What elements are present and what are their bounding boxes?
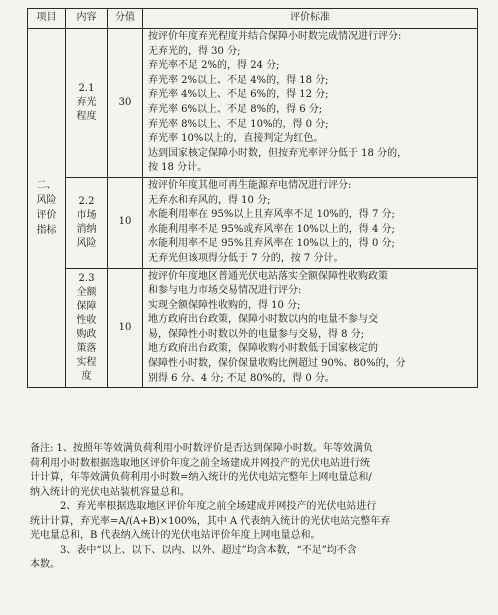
header-item: 项目 [28,9,66,29]
category-line: 二、 [36,180,57,192]
note-line: 计计算，年等效满负荷利用小时数=纳入统计的光伏电站完整年上网电量总和/ [30,472,372,483]
table-header-row [28,9,478,29]
criteria-line: 弃光率 2%以上、不足 4%的，得 18 分; [148,74,329,86]
content-cell [66,268,108,388]
content-cell [66,177,108,268]
criteria-line: 按评价年度地区普通光伏电站落实全额保障性收购政策 [148,270,388,282]
note-line: 纳入统计的光伏电站装机容量总和。 [30,486,190,498]
content-line: 度 [81,370,92,382]
content-line: 风险 [76,237,97,249]
criteria-line: 无弃光的，得 30 分; [148,45,241,57]
content-line: 程度 [76,110,97,122]
content-line: 市场 [76,209,97,221]
header-criteria: 评价标准 [143,9,478,29]
note-line: 备注: 1、按照年等效满负荷利用小时数评价是否达到保障小时数。年等效满负 [30,443,373,454]
criteria-line: 达到国家核定保障小时数，但按弃光率评分低于 18 分的， [148,147,408,159]
criteria-line: 按 18 分计。 [148,162,208,174]
content-line: 2.1 [78,82,95,94]
notes-section [30,442,476,573]
content-line: 消纳 [76,223,97,235]
content-line: 弃光 [76,96,97,108]
category-line: 评价 [36,210,57,222]
category-line: 指标 [36,225,57,237]
content-line: 策落 [76,342,97,354]
criteria-line: 弃光率不足 2%的，得 24 分; [148,60,280,72]
table-row [28,29,478,178]
header-score: 分值 [108,9,143,29]
content-line: 实程 [76,356,97,368]
note-line: 统计计算，弃光率=A/(A+B)×100%，其中 A 代表纳入统计的光伏电站完整年弃 [30,515,391,527]
criteria-line: 弃光率 6%以上、不足 8%的，得 6 分; [148,103,323,115]
content-cell [66,29,108,178]
content-line: 保障 [76,300,97,312]
criteria-line: 易，保障性小时数以外的电量参与交易，得 8 分; [148,328,365,340]
criteria-line: 别得 6 分、4 分; 不足 80%的，得 0 分。 [148,372,335,384]
criteria-line: 实现全额保障性收购的，得 10 分; [148,299,301,311]
score-cell: 10 [108,268,143,388]
table-row [28,177,478,268]
score-cell: 30 [108,29,143,178]
criteria-line: 水能利用率不足 95%或弃风率在 10%以上的，得 4 分; [148,223,395,235]
criteria-line: 地方政府出台政策，保障收购小时数低于国家核定的 [148,343,378,355]
criteria-cell [143,177,478,268]
criteria-cell [143,29,478,178]
header-content: 内容 [66,9,108,29]
criteria-cell [143,268,478,388]
content-line: 购政 [76,328,97,340]
content-line: 全额 [76,286,97,298]
criteria-line: 和参与电力市场交易情况进行评分: [148,285,302,297]
content-line: 2.3 [78,272,95,284]
evaluation-table [27,8,478,388]
score-cell: 10 [108,177,143,268]
table-row [28,268,478,388]
criteria-line: 弃光率 10%以上的，直接判定为红色。 [148,133,324,145]
criteria-line: 无弃水和弃风的，得 10 分; [148,194,271,206]
criteria-line: 水能利用率不足 95%且弃风率在 10%以上的，得 0 分; [148,238,395,250]
category-line: 风险 [36,195,57,207]
note-line: 光电量总和，B 代表纳入统计的光伏电站评价年度上网电量总和。 [30,530,321,541]
category-cell [28,29,66,388]
note-line: 本数。 [30,559,60,570]
note-line: 2、弃光率根据选取地区评价年度之前全场建成并网投产的光伏电站进行 [60,501,377,512]
criteria-line: 按评价年度其他可再生能源弃电情况进行评分: [148,179,352,191]
content-line: 2.2 [78,195,95,207]
criteria-line: 保障性小时数，保价保量收购比例超过 90%、80%的，分 [148,358,406,370]
note-line: 3、表中“以上、以下、以内、以外、超过”均含本数，“不足”均不含 [60,544,357,556]
criteria-line: 按评价年度弃光程度并结合保障小时数完成情况进行评分: [148,31,402,42]
criteria-line: 水能利用率在 95%以上且弃风率不足 10%的，得 7 分; [148,209,395,221]
content-line: 性收 [76,314,97,326]
criteria-line: 弃光率 4%以上、不足 6%的，得 12 分; [148,89,329,101]
note-line: 荷利用小时数根据选取地区评价年度之前全场建成并网投产的光伏电站进行统 [30,457,370,469]
criteria-line: 地方政府出台政策，保障小时数以内的电量不参与交 [148,314,378,326]
criteria-line: 弃光率 8%以上、不足 10%的，得 0 分; [148,118,329,130]
criteria-line: 无弃光但该项得分低于 7 分的，按 7 分计。 [148,252,344,264]
